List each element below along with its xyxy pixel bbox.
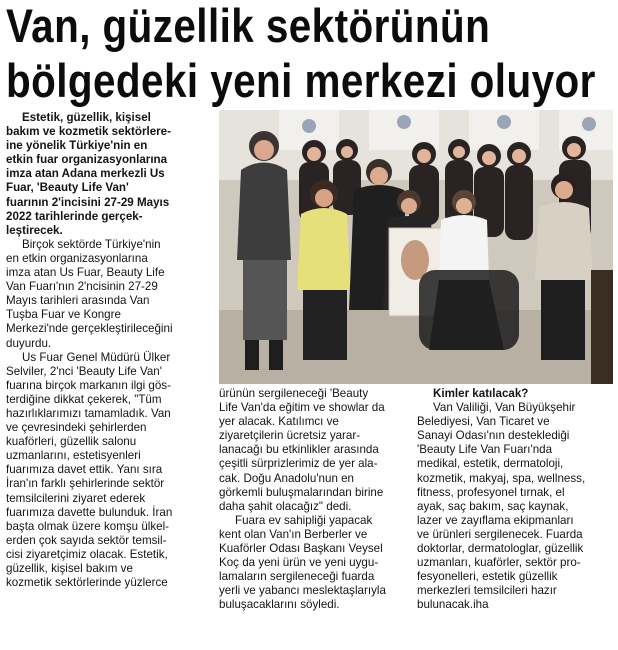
text-line: medikal, estetik, dermatoloji, bbox=[417, 457, 564, 471]
text-line: görkemli buluşmalarından birine bbox=[219, 485, 384, 499]
text-line: imza atan Adana merkezli Us bbox=[6, 167, 165, 181]
text-line: Fuara ev sahipliği yapacak bbox=[235, 513, 373, 527]
text-line: erden çok sayıda sektör temsil- bbox=[6, 533, 167, 547]
body-paragraph bbox=[219, 514, 409, 613]
text-line: kozmetik, makyaj, spa, wellness, bbox=[417, 471, 586, 485]
lead-paragraph bbox=[6, 111, 210, 238]
text-line: fuarının 2'incisini 27-29 Mayıs bbox=[6, 195, 170, 209]
event-photo bbox=[219, 110, 613, 384]
text-line: etkin fuar organizasyonlarına bbox=[6, 153, 168, 167]
text-line: Van Fuarı'nın 2'ncisinin 27-29 bbox=[6, 280, 158, 294]
text-line: cisi ziyaretçimiz olacak. Estetik, bbox=[6, 547, 168, 561]
article-column-3 bbox=[417, 387, 613, 613]
text-line: Us Fuar Genel Müdürü Ülker bbox=[22, 350, 171, 364]
headline-line-1: Van, güzellik sektörünün bbox=[6, 0, 491, 52]
article-column-1 bbox=[6, 111, 210, 590]
text-line: bakım ve kozmetik sektörlere- bbox=[6, 125, 171, 139]
text-line: ve çevresindeki şehirlerden bbox=[6, 421, 147, 435]
headline-line-2: bölgedeki yeni merkezi oluyor bbox=[6, 54, 596, 107]
text-line: Van Valiliği, Van Büyükşehir bbox=[433, 401, 576, 415]
text-line: kent olan Van'ın Berberler ve bbox=[219, 527, 368, 541]
text-line: 2022 tarihlerinde gerçek- bbox=[6, 209, 143, 223]
group-photo-illustration bbox=[219, 110, 613, 384]
text-line: ve ürünleri sergilenecek. Fuarda bbox=[417, 527, 583, 541]
text-line: Mayıs tarihleri arasında Van bbox=[6, 294, 150, 308]
text-line: fesyonelleri, estetik güzellik bbox=[417, 570, 558, 584]
text-line: bulunacak.iha bbox=[417, 598, 489, 612]
body-paragraph bbox=[6, 351, 210, 591]
text-line: buluşacaklarını söyledi. bbox=[219, 598, 340, 612]
text-line: çeşitli sürprizlerimiz de yer ala- bbox=[219, 457, 378, 471]
text-line: Kuaförler Odası Başkanı Veysel bbox=[219, 542, 383, 556]
text-line: Birçok sektörde Türkiye'nin bbox=[22, 237, 161, 251]
text-line: Tuşba Fuar ve Kongre bbox=[6, 308, 121, 322]
text-line: cak. Doğu Anadolu'nun en bbox=[219, 471, 355, 485]
subheading: Kimler katılacak? bbox=[433, 387, 529, 400]
text-line: doktorlar, dermatologlar, güzellik bbox=[417, 542, 584, 556]
text-line: yerli ve yabancı meslektaşlarıyla bbox=[219, 584, 386, 598]
text-line: Koç da yeni ürün ve yeni uygu- bbox=[219, 556, 379, 570]
text-line: Fuar, 'Beauty Life Van' bbox=[6, 181, 129, 195]
text-line: en etkin organizasyonlarına bbox=[6, 251, 148, 265]
body-paragraph bbox=[6, 238, 210, 351]
text-line: duyurdu. bbox=[6, 336, 52, 350]
text-line: kozmetik sektörlerinde yüzlerce bbox=[6, 576, 168, 590]
text-line: ine yönelik Türkiye'nin en bbox=[6, 139, 148, 153]
text-line: hazırlıklarımızı tamamladık. Van bbox=[6, 406, 171, 420]
text-line: leştirecek. bbox=[6, 223, 63, 237]
text-line: daha şahit olacağız" dedi. bbox=[219, 499, 352, 513]
text-line: ayak, saç bakım, saç kaynak, bbox=[417, 499, 569, 513]
body-paragraph bbox=[219, 387, 409, 514]
article-column-2 bbox=[219, 387, 409, 613]
body-paragraph bbox=[417, 401, 613, 612]
text-line: Sanayi Odası'nın desteklediği bbox=[417, 429, 570, 443]
text-line: fuarına birçok markanın ilgi gös- bbox=[6, 378, 171, 392]
text-line: Merkezi'nde gerçekleştirileceğini bbox=[6, 322, 173, 336]
text-line: lazer ve zayıflama ekipmanları bbox=[417, 513, 574, 527]
text-line: yer alacak. Katılımcı ve bbox=[219, 415, 339, 429]
text-line: fuarımıza davet ettik. Yanı sıra bbox=[6, 463, 163, 477]
text-line: merkezleri temsilcileri hazır bbox=[417, 584, 557, 598]
text-line: lanacağı bu etkinlikler arasında bbox=[219, 443, 379, 457]
text-line: Estetik, güzellik, kişisel bbox=[22, 111, 151, 124]
text-line: fuarımıza davette bulunduk. İran bbox=[6, 505, 173, 519]
text-line: temsilcilerini ziyaret ederek bbox=[6, 491, 146, 505]
text-line: güzellik, kişisel bakım ve bbox=[6, 562, 133, 575]
text-line: 'Beauty Life Van Fuarı'nda bbox=[417, 443, 553, 457]
text-line: uzmanlarını, estetisyenleri bbox=[6, 449, 141, 463]
text-line: İran'ın farklı şehirlerinde sektör bbox=[6, 477, 165, 491]
text-line: kuaförleri, güzellik salonu bbox=[6, 435, 137, 449]
text-line: ziyaretçilerin ücretsiz yarar- bbox=[219, 429, 361, 443]
text-line: Life Van'da eğitim ve showlar da bbox=[219, 401, 385, 415]
text-line: Belediyesi, Van Ticaret ve bbox=[417, 415, 550, 429]
text-line: uzmanları, kuaförler, sektör pro- bbox=[417, 556, 581, 570]
text-line: imza atan Us Fuar, Beauty Life bbox=[6, 266, 165, 280]
text-line: fitness, profesyonel tırnak, el bbox=[417, 485, 565, 499]
text-line: lamaların sergileneceği fuarda bbox=[219, 570, 375, 584]
text-line: ürünün sergileneceği 'Beauty bbox=[219, 387, 369, 400]
text-line: terdiğine dikkat çekerek, "Tüm bbox=[6, 392, 162, 406]
text-line: Selviler, 2'nci 'Beauty Life Van' bbox=[6, 364, 162, 378]
text-line: başta olmak üzere komşu ülkel- bbox=[6, 519, 170, 533]
